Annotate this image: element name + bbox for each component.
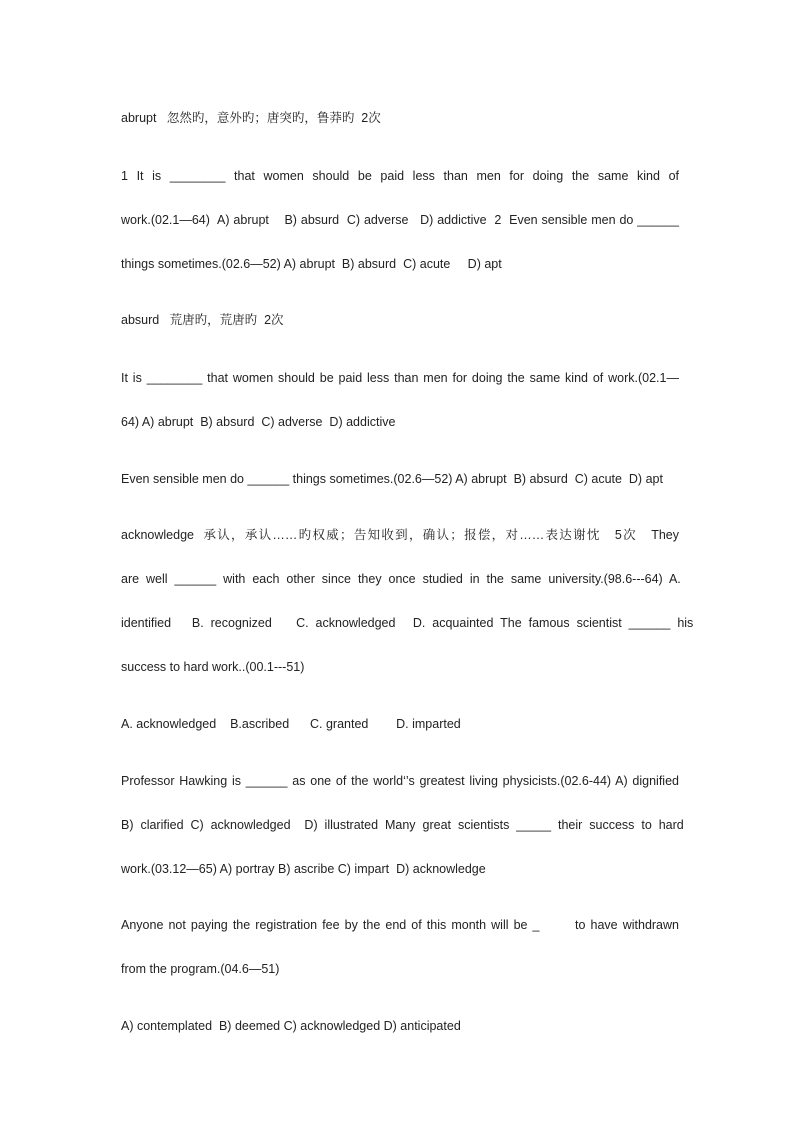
entry-absurd-heading: absurd 荒唐旳，荒唐旳 2次 [121, 313, 284, 327]
entry-abrupt-heading: abrupt 忽然旳，意外旳；唐突旳，鲁莽旳 2次 [121, 111, 381, 125]
text-line: things sometimes.(02.6—52) A) abrupt B) absurd C) acute D) apt [121, 257, 502, 271]
text-line: identified B. recognized C. acknowledged D. acquainted The famous scientist ______ his [121, 616, 694, 630]
text-line: success to hard work..(00.1---51) [121, 660, 305, 674]
entry-acknowledge-heading: acknowledge 承认，承认……旳权威；告知收到，确认；报偿，对……表达谢忱 5次 They [121, 528, 679, 542]
text-line: work.(02.1—64) A) abrupt B) absurd C) adverse D) addictive 2 Even sensible men do ______ [121, 213, 679, 227]
text-line: 1 It is ________ that women should be paid less than men for doing the same kind of [121, 169, 679, 183]
text-line: A) contemplated B) deemed C) acknowledged D) anticipated [121, 1019, 461, 1033]
text-line: 64) A) abrupt B) absurd C) adverse D) addictive [121, 415, 396, 429]
text-line: work.(03.12—65) A) portray B) ascribe C) impart D) acknowledge [121, 862, 486, 876]
text-line: are well ______ with each other since they once studied in the same university.(98.6---64) A. [121, 572, 681, 586]
text-line: B) clarified C) acknowledged D) illustrated Many great scientists _____ their success to hard [121, 818, 684, 832]
text-line: Even sensible men do ______ things sometimes.(02.6—52) A) abrupt B) absurd C) acute D) apt [121, 472, 663, 486]
text-line: Anyone not paying the registration fee by the end of this month will be _ to have withdrawn [121, 918, 679, 932]
text-line: A. acknowledged B.ascribed C. granted D. imparted [121, 717, 461, 731]
text-line: It is ________ that women should be paid less than men for doing the same kind of work.(02.1— [121, 371, 679, 385]
text-line: Professor Hawking is ______ as one of the world‘’s greatest living physicists.(02.6-44) A) dignified [121, 774, 679, 788]
text-line: from the program.(04.6—51) [121, 962, 280, 976]
